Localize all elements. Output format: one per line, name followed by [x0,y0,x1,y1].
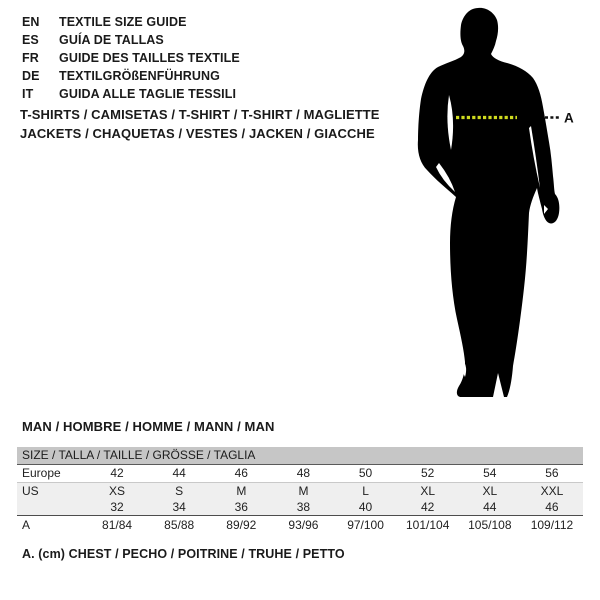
size-cell: 36 [210,499,272,516]
size-cell: 42 [397,499,459,516]
size-cell: 38 [272,499,334,516]
size-cell: 54 [459,465,521,483]
language-code: ES [22,33,39,47]
language-title: TEXTILE SIZE GUIDE [59,15,187,29]
language-code: DE [22,69,40,83]
size-cell: 89/92 [226,517,257,532]
size-cell: 56 [521,465,583,483]
language-row-en [22,13,240,31]
size-cell: 32 [86,499,148,516]
size-cell: 93/96 [288,517,319,532]
language-list [22,13,240,103]
measurement-legend: A. (cm) CHEST / PECHO / POITRINE / TRUHE / PETTO [22,547,345,561]
language-code: EN [22,15,40,29]
language-row-it [22,85,240,103]
size-cell: 46 [521,499,583,516]
language-title: GUÍA DE TALLAS [59,33,164,47]
garment-categories [20,106,380,143]
size-cell: 101/104 [405,517,450,532]
size-cell: 105/108 [468,517,512,532]
size-cell: 52 [397,465,459,483]
size-cell: 34 [148,499,210,516]
row-label [17,499,86,516]
size-cell: M [298,483,309,498]
language-title: GUIDA ALLE TAGLIE TESSILI [59,87,237,101]
language-row-de [22,67,240,85]
size-cell: 46 [210,465,272,483]
size-cell: XL [482,483,498,498]
size-cell: 109/112 [530,517,574,532]
size-table-header-row [17,447,583,465]
table-row [17,516,583,535]
table-row [17,499,583,516]
category-line-tshirts: T-SHIRTS / CAMISETAS / T-SHIRT / T-SHIRT / MAGLIETTE [20,107,380,122]
section-title-man: MAN / HOMBRE / HOMME / MANN / MAN [22,419,275,434]
size-table-body [17,465,583,535]
language-code: FR [22,51,39,65]
size-cell: 85/88 [164,517,195,532]
size-cell: 97/100 [347,517,384,532]
size-cell: XL [420,483,436,498]
language-row-es [22,31,240,49]
size-cell: 50 [335,465,397,483]
table-row [17,465,583,483]
row-label: A [22,517,31,532]
measure-label-a: A [564,110,574,126]
row-label: Europe [17,465,86,483]
size-cell: 44 [148,465,210,483]
table-row [17,483,583,500]
size-cell: XS [109,483,126,498]
size-cell: 42 [86,465,148,483]
size-figure [390,0,600,420]
language-title: GUIDE DES TAILLES TEXTILE [59,51,240,65]
size-cell: S [175,483,184,498]
size-cell: 40 [335,499,397,516]
size-cell: 44 [459,499,521,516]
man-silhouette-icon [418,8,560,397]
category-line-jackets: JACKETS / CHAQUETAS / VESTES / JACKEN / GIACCHE [20,125,375,141]
size-table [17,447,583,534]
size-table-header: SIZE / TALLA / TAILLE / GRÖSSE / TAGLIA [17,447,583,465]
language-code: IT [22,87,34,101]
size-cell: 81/84 [102,517,133,532]
size-cell: L [362,483,369,498]
size-cell: M [236,483,247,498]
size-cell: XXL [540,483,564,498]
row-label: US [22,483,39,498]
language-row-fr [22,49,240,67]
language-title: TEXTILGRÖßENFÜHRUNG [59,69,220,83]
size-cell: 48 [272,465,334,483]
